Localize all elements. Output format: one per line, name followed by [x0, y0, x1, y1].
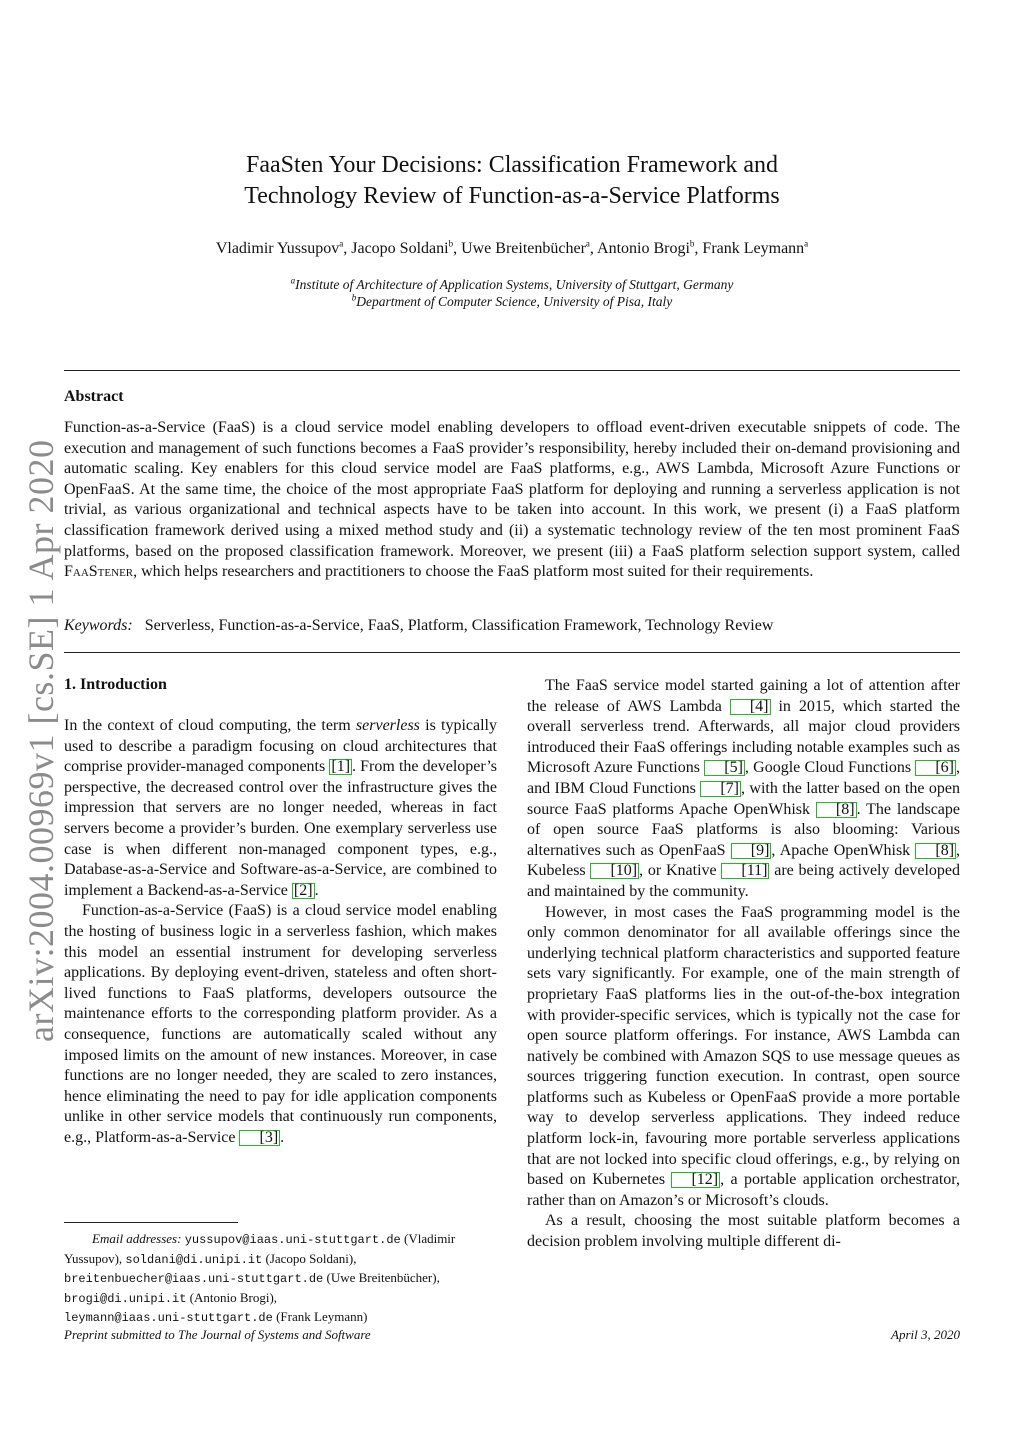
footer-journal: Preprint submitted to The Journal of Systems and Software	[64, 1327, 371, 1342]
text-run: , a portable application orchestrator, rather than on Amazon’s or Microsoft’s clouds.	[527, 1171, 960, 1209]
email-owner: (Vladimir Yussupov),	[64, 1231, 456, 1266]
author-affiliation-mark: b	[448, 238, 454, 249]
title-line-1: FaaSten Your Decisions: Classification Framework and	[246, 152, 778, 178]
email-owner: (Antonio Brogi),	[189, 1289, 278, 1305]
left-column	[64, 716, 497, 1148]
footnote-label: Email addresses:	[92, 1231, 182, 1246]
author-list: Vladimir Yussupov$^a$, Jacopo Soldani$^b$, Uwe Breitenbücher$^a$, Antonio Brogi$^b$, Frank Leymann$^a$	[215, 238, 809, 257]
affiliation-mark: b	[351, 292, 357, 303]
paragraph	[64, 901, 497, 1148]
text-run: . From the developer’s perspective, the decreased control over the infrastructure gives the impression that servers are no longer needed, whereas in fact servers become a provider’s burden. One exemplary serverless use case is when different non-managed component types, e.g., Database-as-a-Service and Software-as-a-Service, are combined to implement a Backend-as-a-Service	[64, 758, 497, 899]
citation-link[interactable]: [3]	[239, 1130, 280, 1146]
email-link[interactable]: leymann@iaas.uni-stuttgart.de	[64, 1311, 273, 1325]
citation-link[interactable]: [4]	[730, 699, 771, 715]
footnote-rule	[64, 1222, 238, 1223]
citation-link[interactable]: [7]	[700, 781, 741, 797]
section-heading: 1. Introduction	[64, 676, 167, 693]
text-run: in 2015, which started the overall serverless trend. Afterwards, all major cloud providers introduced their FaaS offerings including notable examples such as Microsoft Azure Functions	[527, 697, 960, 777]
text-run: , Kubeless	[527, 841, 961, 880]
email-owner: (Jacopo Soldani),	[265, 1250, 357, 1266]
citation-link[interactable]: [8]	[816, 802, 857, 818]
email-link[interactable]: yussupov@iaas.uni-stuttgart.de	[184, 1233, 401, 1247]
email-link[interactable]: breitenbuecher@iaas.uni-stuttgart.de	[64, 1272, 324, 1286]
abstract-heading: Abstract	[64, 388, 124, 405]
title-line-2: Technology Review of Function-as-a-Service Platforms	[244, 183, 780, 209]
citation-link[interactable]: [2]	[293, 881, 313, 899]
affiliations	[0, 276, 1024, 310]
affiliation-text: Institute of Architecture of Application Systems, University of Stuttgart, Germany	[295, 277, 734, 292]
affiliation-line	[0, 293, 1024, 310]
email-owner: (Uwe Breitenbücher),	[326, 1270, 440, 1285]
author-affiliation-mark: b	[689, 238, 695, 249]
author-name: Antonio Brogi	[597, 240, 690, 257]
text-run: . The landscape of open source FaaS platforms is also blooming: Various alternatives such as OpenFaaS	[527, 800, 960, 859]
footer-date: April 3, 2020	[891, 1327, 960, 1342]
author-name: Frank Leymann	[702, 240, 805, 257]
keywords-label: Keywords:	[64, 617, 133, 634]
paragraph: As a result, choosing the most suitable platform becomes a decision problem involving multiple different di-	[527, 1212, 960, 1251]
text-run: The FaaS service model started gaining a lot of attention after the release of AWS Lambda	[527, 677, 960, 715]
citation-link[interactable]: [12]	[671, 1172, 720, 1188]
citation-link[interactable]: [8]	[915, 843, 956, 859]
emphasis-term: serverless	[355, 717, 420, 734]
system-name: FaaStener	[64, 563, 134, 581]
text-run: , and IBM Cloud Functions	[527, 759, 960, 797]
email-owner: (Frank Leymann)	[276, 1309, 368, 1324]
right-column	[527, 676, 960, 1253]
citation-link[interactable]: [11]	[721, 863, 769, 879]
abstract-text-part: Function-as-a-Service (FaaS) is a cloud service model enabling developers to offload event-driven executable snippets of code. The execution and management of such functions becomes a FaaS provider’s responsibility, hereby included their on-demand provisioning and automatic scaling. Key enablers for this cloud service model are FaaS platforms, e.g., AWS Lambda, Microsoft Azure Functions or OpenFaaS. At the same time, the choice of the most appropriate FaaS platform for deploying and running a serverless application is not trivial, as various organizational and technical aspects have to be taken into account. In this work, we present (i) a FaaS platform classification framework derived using a mixed method study and (ii) a systematic technology review of the ten most prominent FaaS platforms, based on the proposed classification framework. Moreover, we present (iii) a FaaS platform selection support system, called	[64, 419, 960, 560]
text-run: Function-as-a-Service (FaaS) is a cloud service model enabling the hosting of business logic in a serverless fashion, which makes this model an essential instrument for developing serverless applications. By deploying event-driven, stateless and often short-lived functions to FaaS platforms, developers outsource the maintenance efforts to the corresponding platform provider. As a consequence, functions are automatically scaled without any imposed limits on the amount of new instances. Moreover, in case functions are no longer needed, they are scaled to zero instances, hence eliminating the need to pay for idle application components unlike in other service models that continuously run components, e.g., Platform-as-a-Service	[64, 902, 497, 1146]
paragraph	[527, 676, 960, 903]
affiliation-text: Department of Computer Science, University of Pisa, Italy	[356, 294, 673, 309]
keywords	[64, 617, 960, 635]
author-name: Jacopo Soldani	[351, 240, 449, 257]
text-run: .	[314, 881, 319, 899]
abstract-body	[64, 418, 960, 583]
author-name: Uwe Breitenbücher	[461, 240, 586, 257]
paragraph	[64, 716, 497, 901]
author-affiliation-mark: a	[585, 238, 590, 249]
paper-title	[0, 150, 1024, 212]
citation-link[interactable]: [5]	[704, 760, 745, 776]
abstract-top-rule	[64, 370, 960, 371]
affiliation-mark: a	[290, 275, 296, 286]
text-run: , with the latter based on the open source FaaS platforms Apache OpenWhisk	[527, 779, 961, 818]
abstract-bottom-rule	[64, 652, 960, 653]
abstract-text-part: , which helps researchers and practitioners to choose the FaaS platform most suited for their requirements.	[133, 563, 814, 581]
text-run: In the context of cloud computing, the term	[64, 717, 356, 734]
text-run: , Google Cloud Functions	[744, 759, 916, 777]
citation-link[interactable]: [10]	[590, 863, 639, 879]
text-run: , Apache OpenWhisk	[771, 841, 916, 859]
affiliation-line	[0, 276, 1024, 293]
text-run: is typically used to describe a paradigm focusing on cloud architectures that comprise provider-managed components	[64, 717, 498, 776]
citation-link[interactable]: [6]	[915, 760, 956, 776]
arxiv-stamp: arXiv:2004.00969v1 [cs.SE] 1 Apr 2020	[21, 439, 61, 1042]
footnote-emails	[64, 1230, 497, 1328]
email-link[interactable]: soldani@di.unipi.it	[125, 1252, 263, 1267]
paragraph	[527, 903, 960, 1212]
keywords-text: Serverless, Function-as-a-Service, FaaS, Platform, Classification Framework, Technology Review	[144, 617, 774, 634]
citation-link[interactable]: [1]	[331, 758, 351, 776]
author-name: Vladimir Yussupov	[215, 240, 340, 257]
citation-link[interactable]: [9]	[731, 843, 772, 859]
text-run: , or Knative	[639, 862, 722, 880]
author-affiliation-mark: a	[804, 238, 809, 249]
author-affiliation-mark: a	[339, 238, 344, 249]
email-link[interactable]: brogi@di.unipi.it	[64, 1291, 187, 1306]
text-run: are being actively developed and maintained by the community.	[527, 862, 961, 900]
text-run: However, in most cases the FaaS programming model is the only common denominator for all available offerings since the underlying technical platform characteristics and supported feature sets vary significantly. For example, one of the main strength of proprietary FaaS platforms lies in the out-of-the-box integration with provider-specific services, which is typically not the case for open source platform offerings. For instance, AWS Lambda can natively be combined with Amazon SQS to use message queues as sources triggering function execution. In contrast, open source platforms such as Kubeless or OpenFaaS provide a more portable way to develop serverless applications. They indeed reduce platform lock-in, favouring more portable serverless applications that are not locked into specific cloud offerings, e.g., by relying on based on Kubernetes	[527, 903, 960, 1189]
text-run: .	[280, 1128, 285, 1146]
